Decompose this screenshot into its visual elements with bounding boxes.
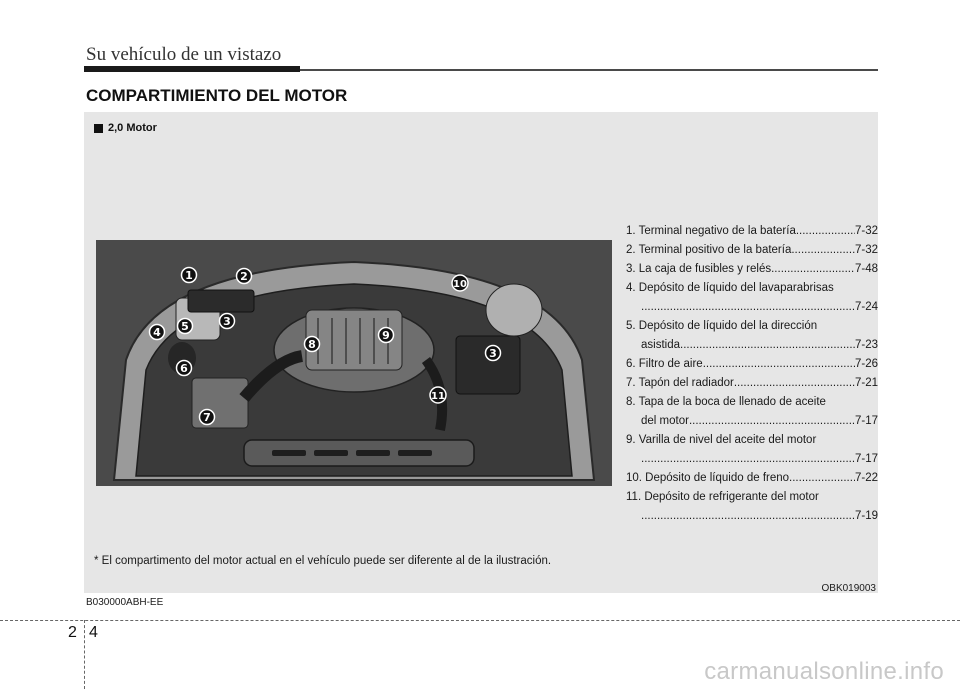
legend-item: 11. Depósito de refrigerante del motor ..... 7-19 — [626, 488, 878, 526]
callout-marker — [430, 387, 446, 403]
legend-item: 4. Depósito de líquido del lavaparabrisas ..... 7-24 — [626, 279, 878, 317]
component-legend — [626, 222, 878, 526]
legend-item: 9. Varilla de nivel del aceite del motor ..... 7-17 — [626, 431, 878, 469]
svg-text:10: 10 — [453, 279, 467, 290]
watermark: carmanualsonline.info — [704, 658, 944, 685]
callout-marker — [452, 275, 468, 291]
document-code: B030000ABH-EE — [86, 597, 164, 608]
svg-text:3: 3 — [489, 347, 497, 360]
legend-item: 10. Depósito de líquido de freno ..... 7-22 — [626, 469, 878, 488]
legend-item: 3. La caja de fusibles y relés ..... 7-48 — [626, 260, 878, 279]
callout-marker — [150, 325, 165, 340]
svg-text:8: 8 — [308, 338, 316, 351]
svg-text:7: 7 — [203, 411, 211, 424]
legend-item: 8. Tapa de la boca de llenado de aceite del motor ..... 7-17 — [626, 393, 878, 431]
header-rule-thick — [84, 66, 300, 72]
callout-marker — [305, 337, 320, 352]
svg-text:5: 5 — [181, 320, 189, 333]
square-bullet-icon — [94, 124, 103, 133]
header-title: Su vehículo de un vistazo — [86, 44, 282, 65]
header-rule-thin — [300, 69, 878, 71]
legend-item: 7. Tapón del radiador ..... 7-21 — [626, 374, 878, 393]
svg-text:2: 2 — [240, 270, 248, 283]
callout-marker — [200, 410, 215, 425]
callout-marker — [379, 328, 394, 343]
legend-item: 5. Depósito de líquido del la dirección asistida ..... 7-23 — [626, 317, 878, 355]
svg-text:3: 3 — [223, 315, 231, 328]
footer-divider-vertical — [84, 620, 85, 689]
svg-text:6: 6 — [180, 362, 188, 375]
section-title: COMPARTIMIENTO DEL MOTOR — [86, 86, 348, 105]
callout-marker — [177, 361, 192, 376]
callout-marker — [237, 269, 252, 284]
callout-marker — [178, 319, 193, 334]
svg-text:11: 11 — [431, 391, 445, 402]
footer-divider — [0, 620, 960, 621]
legend-item: 2. Terminal positivo de la batería ..... 7-32 — [626, 241, 878, 260]
engine-illustration — [96, 240, 612, 486]
svg-text:1: 1 — [185, 269, 193, 282]
page-chapter-number: 2 — [68, 624, 77, 641]
svg-text:9: 9 — [382, 329, 390, 342]
legend-item: 1. Terminal negativo de la batería ..... 7-32 — [626, 222, 878, 241]
callout-marker — [220, 314, 235, 329]
svg-text:4: 4 — [153, 326, 161, 339]
callout-marker — [182, 268, 197, 283]
figure-code: OBK019003 — [821, 583, 876, 594]
motor-label — [94, 122, 157, 134]
figure-footnote: * El compartimento del motor actual en el vehículo puede ser diferente al de la ilustración. — [94, 555, 552, 567]
callout-marker — [486, 346, 501, 361]
page-number: 4 — [89, 624, 98, 641]
legend-item: 6. Filtro de aire ..... 7-26 — [626, 355, 878, 374]
motor-label-text: 2,0 Motor — [108, 122, 157, 134]
